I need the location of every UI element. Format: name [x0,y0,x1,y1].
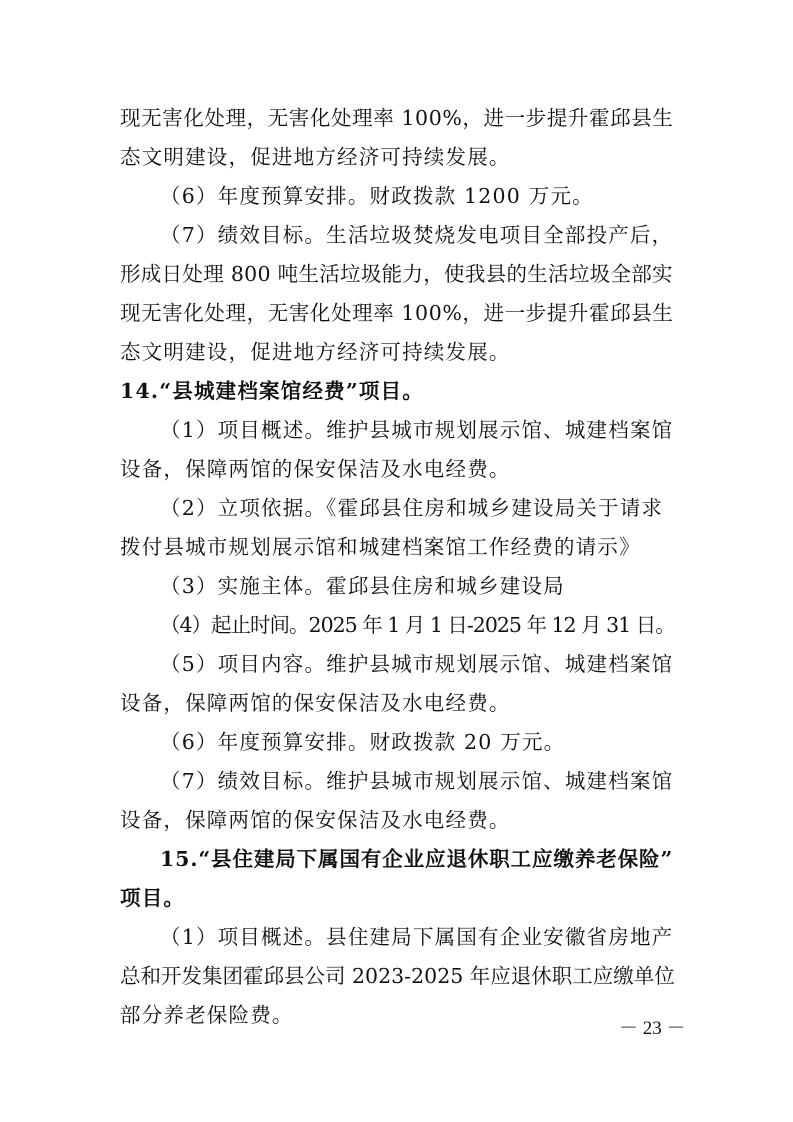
body-text-line: 部分养老保险费。 [120,1003,294,1027]
body-text-line: （7）绩效目标。维护县城市规划展示馆、城建档案馆 [160,769,674,793]
body-text-line: 态文明建设，促进地方经济可持续发展。 [120,145,511,169]
body-text-line: （6）年度预算安排。财政拨款 20 万元。 [160,730,566,754]
body-text-line: 设备，保障两馆的保安保洁及水电经费。 [120,691,511,715]
body-text-line: （1）项目概述。县住建局下属国有企业安徽省房地产 [160,925,674,949]
body-text-line: 现无害化处理，无害化处理率 100%，进一步提升霍邱县生 [120,301,674,325]
body-text-line: 总和开发集团霍邱县公司 2023-2025 年应退休职工应缴单位 [120,964,675,988]
body-text-line: （7）绩效目标。生活垃圾焚烧发电项目全部投产后， [160,223,674,247]
body-text-line: （2）立项依据。《霍邱县住房和城乡建设局关于请求 [160,496,664,520]
body-text-line: 现无害化处理，无害化处理率 100%，进一步提升霍邱县生 [120,106,674,130]
section-heading-15-cont: 项目。 [120,886,186,910]
body-text-line: 形成日处理 800 吨生活垃圾能力，使我县的生活垃圾全部实 [120,262,673,286]
body-text-line: 态文明建设，促进地方经济可持续发展。 [120,340,511,364]
body-text-line: （3）实施主体。霍邱县住房和城乡建设局 [160,574,565,598]
section-heading-15: 15.“县住建局下属国有企业应退休职工应缴养老保险” [160,847,674,871]
body-text-line: 设备，保障两馆的保安保洁及水电经费。 [120,457,511,481]
body-text-line: 设备，保障两馆的保安保洁及水电经费。 [120,808,511,832]
section-heading-14: 14.“县城建档案馆经费”项目。 [120,379,424,403]
body-text-line: （4）起止时间。2025 年 1 月 1 日-2025 年 12 月 31 日。 [160,613,675,637]
page-number: － 23 － [619,1018,686,1039]
body-text-line: （1）项目概述。维护县城市规划展示馆、城建档案馆 [160,418,674,442]
body-text-line: （6）年度预算安排。财政拨款 1200 万元。 [160,184,594,208]
body-text-line: （5）项目内容。维护县城市规划展示馆、城建档案馆 [160,652,674,676]
body-text-line: 拨付县城市规划展示馆和城建档案馆工作经费的请示》 [120,535,641,559]
